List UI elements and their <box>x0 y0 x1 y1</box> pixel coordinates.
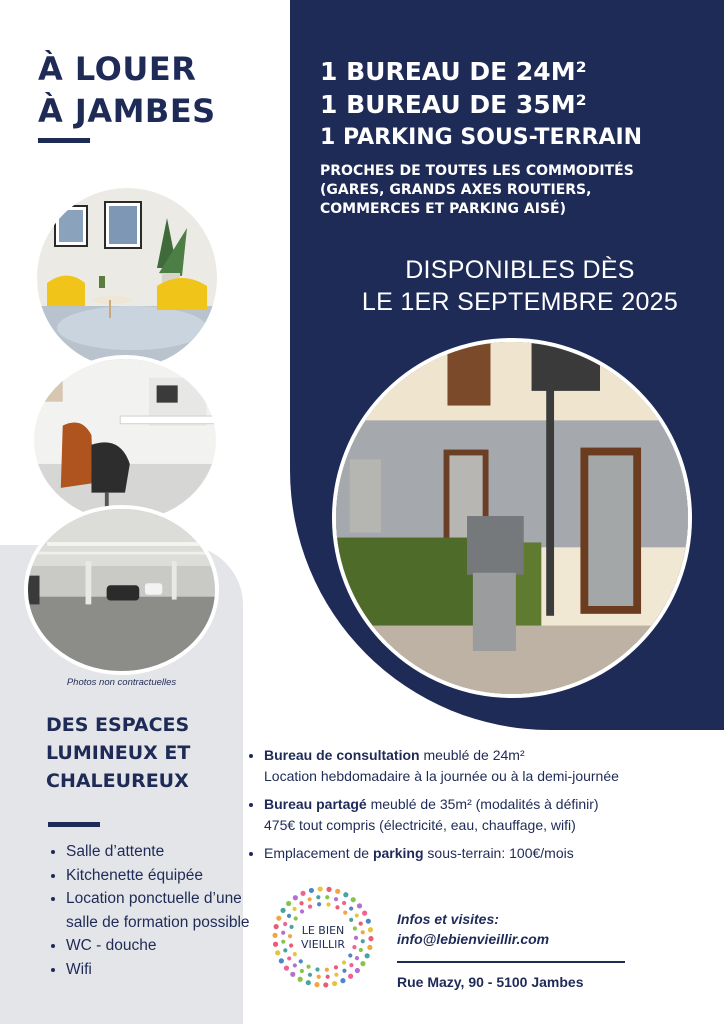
logo-dot <box>314 982 319 987</box>
feature-item: • WC - douche <box>66 934 256 958</box>
logo-dot <box>283 922 287 926</box>
logo-dot <box>293 895 298 900</box>
availability-text <box>300 254 724 318</box>
logo-dot <box>335 905 339 909</box>
logo-dot <box>300 891 305 896</box>
logo-dot <box>287 956 291 960</box>
logo-dot <box>355 956 359 960</box>
offer-item-prefix: Emplacement de <box>264 845 373 861</box>
logo-dot <box>292 907 296 911</box>
logo-dot <box>273 942 278 947</box>
contact-address: Rue Mazy, 90 - 5100 Jambes <box>397 974 584 990</box>
contact-divider <box>397 961 625 963</box>
logo-dot <box>279 958 284 963</box>
spaces-divider <box>48 822 100 827</box>
offer-line-1: 1 BUREAU DE 24M² <box>320 57 587 86</box>
logo-dot <box>317 975 321 979</box>
logo-dot <box>367 945 372 950</box>
logo-dot <box>366 919 371 924</box>
logo-dot <box>274 924 279 929</box>
spaces-title-line-2: LUMINEUX ET <box>46 742 191 764</box>
amenities-line-2: (GARES, GRANDS AXES ROUTIERS, <box>320 182 592 198</box>
logo-dot <box>348 974 353 979</box>
offer-item-text: meublé de 24m² <box>419 747 525 763</box>
logo-dot <box>332 981 337 986</box>
photos-caption: Photos non contractuelles <box>66 677 177 688</box>
logo-dot <box>315 967 319 971</box>
logo-dot <box>355 913 359 917</box>
logo-dot <box>334 973 338 977</box>
availability-line-2: LE 1ER SEPTEMBRE 2025 <box>361 288 679 316</box>
title-line-2: À JAMBES <box>38 92 216 130</box>
logo-dot <box>368 936 373 941</box>
logo-dot <box>323 982 328 987</box>
offer-item-shared <box>264 794 724 836</box>
photo-building-entrance <box>332 338 692 698</box>
logo-dot <box>343 892 348 897</box>
amenities-line-1: PROCHES DE TOUTES LES COMMODITÉS <box>320 163 634 179</box>
logo-dot <box>343 911 347 915</box>
offer-item-bold: parking <box>372 845 424 861</box>
logo-dot <box>340 978 345 983</box>
logo-dot <box>281 931 285 935</box>
logo-dot <box>299 901 303 905</box>
logo-dot <box>362 911 367 916</box>
logo-dot <box>334 965 338 969</box>
feature-item: • Salle d’attente <box>66 840 256 864</box>
contact-email[interactable]: info@lebienvieillir.com <box>397 931 550 947</box>
logo-dot <box>326 887 331 892</box>
offer-block <box>320 55 642 155</box>
logo-dot <box>368 927 373 932</box>
offer-item-text: meublé de 35m² (modalités à définir) <box>366 796 599 812</box>
logo-dot <box>357 903 362 908</box>
logo-dot <box>318 886 323 891</box>
offer-item-parking <box>264 843 724 864</box>
features-list <box>48 840 256 981</box>
spaces-title-line-3: CHALEUREUX <box>46 770 189 792</box>
offers-list <box>250 745 724 871</box>
offer-item-consultation <box>264 745 724 787</box>
logo-dot <box>342 901 346 905</box>
logo-dot <box>289 943 293 947</box>
logo-dot <box>288 934 292 938</box>
logo-dot <box>334 897 338 901</box>
logo-dot <box>353 926 357 930</box>
contact-block <box>397 909 549 949</box>
le-bien-vieillir-logo <box>270 884 376 990</box>
amenities-text <box>320 162 700 219</box>
logo-dot <box>299 959 303 963</box>
logo-dot <box>325 968 329 972</box>
logo-dot <box>306 980 311 985</box>
logo-dot <box>308 897 312 901</box>
feature-item: • Wifi <box>66 958 256 982</box>
logo-dot <box>348 953 352 957</box>
logo-dot <box>361 939 365 943</box>
logo-dot <box>308 905 312 909</box>
logo-dot <box>289 925 293 929</box>
logo-dot <box>284 966 289 971</box>
logo-text-line-1: LE BIEN <box>301 924 345 937</box>
logo-dot <box>335 889 340 894</box>
spaces-title-line-1: DES ESPACES <box>46 714 190 736</box>
spaces-title <box>46 711 190 795</box>
logo-dot <box>365 953 370 958</box>
logo-dot <box>361 930 365 934</box>
logo-dot <box>293 952 297 956</box>
photo-parking <box>24 505 219 675</box>
amenities-line-3: COMMERCES ET PARKING AISÉ) <box>320 201 566 217</box>
logo-dot <box>355 968 360 973</box>
logo-dot <box>300 909 304 913</box>
logo-dot <box>309 888 314 893</box>
feature-item: • Location ponctuelle d’une salle de formation possible <box>66 887 256 934</box>
logo-dot <box>290 972 295 977</box>
logo-dot <box>352 945 356 949</box>
photo-office <box>30 355 220 525</box>
logo-dot <box>287 914 291 918</box>
offer-item-bold: Bureau partagé <box>264 796 367 812</box>
logo-dot <box>293 963 297 967</box>
offer-item-detail: 475€ tout compris (électricité, eau, chauffage, wifi) <box>264 817 576 833</box>
availability-line-1: DISPONIBLES DÈS <box>405 256 635 284</box>
logo-dot <box>276 916 281 921</box>
logo-dot <box>280 908 285 913</box>
logo-dot <box>306 965 310 969</box>
logo-dot <box>359 948 363 952</box>
title-divider <box>38 138 90 143</box>
logo-dot <box>349 906 353 910</box>
logo-dot <box>283 948 287 952</box>
title-line-1: À LOUER <box>38 50 197 88</box>
feature-item: • Kitchenette équipée <box>66 864 256 888</box>
logo-dot <box>326 902 330 906</box>
logo-dot <box>308 973 312 977</box>
logo-dot <box>300 969 304 973</box>
logo-dot <box>351 897 356 902</box>
logo-dot <box>349 918 353 922</box>
logo-dot <box>342 969 346 973</box>
contact-label: Infos et visites: <box>397 911 499 927</box>
logo-dot <box>272 933 277 938</box>
logo-dot <box>354 936 358 940</box>
logo-dot <box>275 950 280 955</box>
offer-line-3: 1 PARKING SOUS-TERRAIN <box>320 125 643 150</box>
offer-item-text: sous-terrain: 100€/mois <box>423 845 574 861</box>
logo-dot <box>316 895 320 899</box>
logo-dot <box>349 963 353 967</box>
logo-dot <box>281 940 285 944</box>
page-title <box>38 48 216 132</box>
offer-line-2: 1 BUREAU DE 35M² <box>320 90 587 119</box>
photo-lounge <box>33 184 221 372</box>
logo-dot <box>298 977 303 982</box>
offer-item-bold: Bureau de consultation <box>264 747 420 763</box>
logo-dot <box>326 975 330 979</box>
logo-dot <box>359 922 363 926</box>
logo-dot <box>325 895 329 899</box>
logo-dot <box>286 901 291 906</box>
offer-item-detail: Location hebdomadaire à la journée ou à la demi-journée <box>264 768 619 784</box>
logo-dot <box>317 902 321 906</box>
logo-dot <box>294 916 298 920</box>
logo-dot <box>342 960 346 964</box>
logo-dot <box>360 961 365 966</box>
logo-text-line-2: VIEILLIR <box>300 938 346 951</box>
